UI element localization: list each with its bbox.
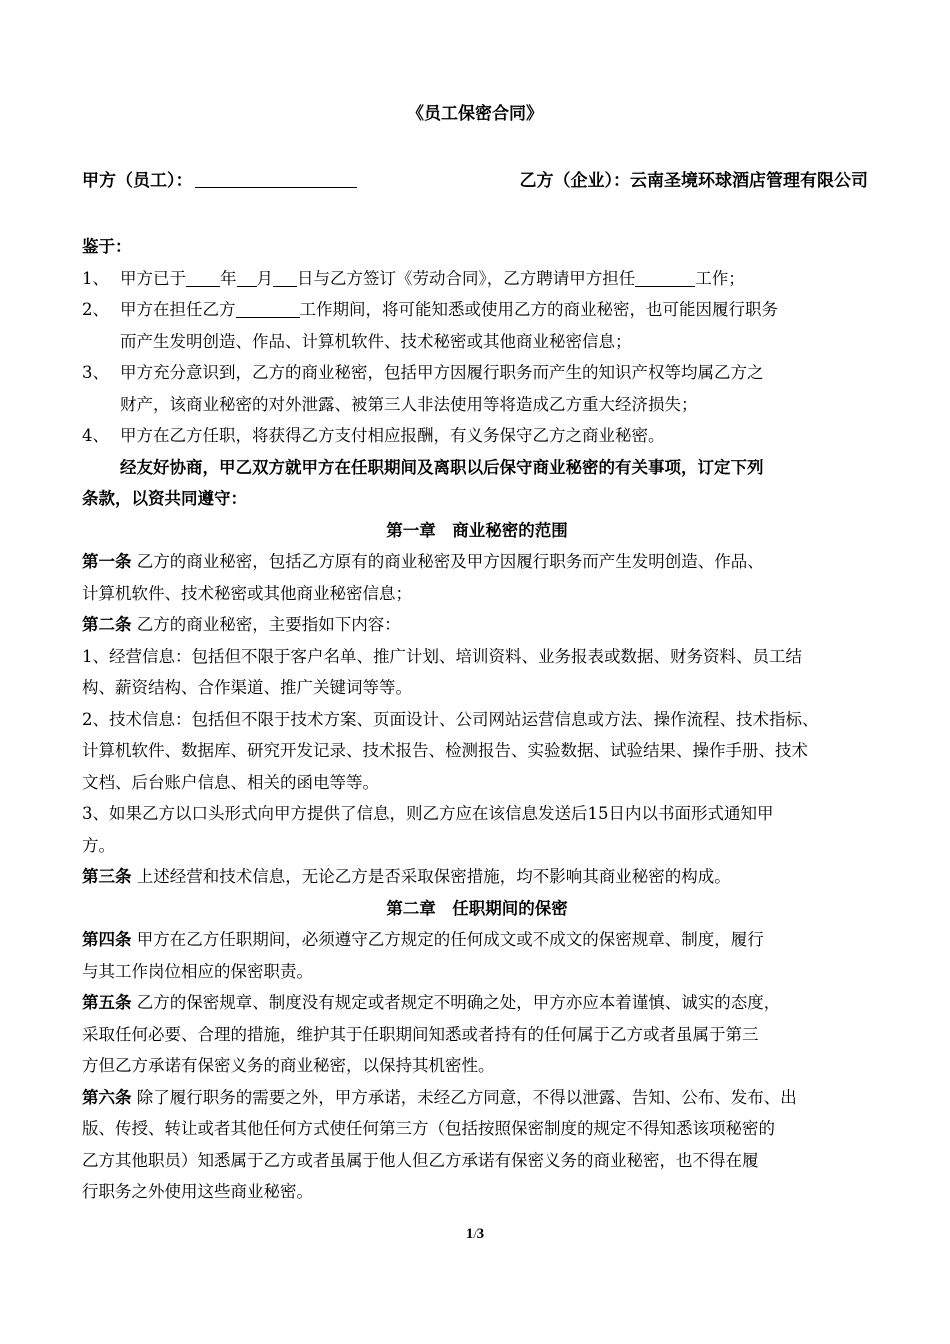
article-2-item-3: 3、如果乙方以口头形式向甲方提供了信息，则乙方应在该信息发送后15日内以书面形式通知甲 bbox=[82, 804, 774, 823]
whereas-item-2-cont: 而产生发明创造、作品、计算机软件、技术秘密或其他商业秘密信息； bbox=[120, 331, 632, 351]
contract-body bbox=[82, 231, 872, 1208]
article-label: 第五条 bbox=[82, 993, 132, 1012]
chapter-2-title: 第二章 任职期间的保密 bbox=[386, 898, 568, 918]
article-4-cont: 与其工作岗位相应的保密职责。 bbox=[82, 961, 313, 981]
current-page: 1 bbox=[465, 1226, 474, 1242]
agreement-intro-cont: 条款，以资共同遵守： bbox=[82, 489, 247, 508]
party-a-name-blank[interactable] bbox=[195, 169, 357, 188]
article-3: 第三条 上述经营和技术信息，无论乙方是否采取保密措施，均不影响其商业秘密的构成。 bbox=[82, 867, 731, 886]
department-blank[interactable] bbox=[236, 300, 300, 318]
article-2-item-1: 1、经营信息：包括但不限于客户名单、推广计划、培训资料、业务报表或数据、财务资料、员工结 bbox=[82, 646, 802, 666]
year-blank[interactable] bbox=[186, 269, 220, 287]
page-number bbox=[0, 1226, 950, 1243]
article-label: 第六条 bbox=[82, 1087, 132, 1107]
item-number: 1、 bbox=[82, 268, 109, 288]
article-2-item-3-cont: 方。 bbox=[82, 835, 115, 855]
article-5-cont: 采取任何必要、合理的措施，维护其于任职期间知悉或者持有的任何属于乙方或者虽属于第三 bbox=[82, 1024, 759, 1044]
article-4: 第四条 甲方在乙方任职期间，必须遵守乙方规定的任何成文或不成文的保密规章、制度，履行 bbox=[82, 930, 764, 949]
article-label: 第一条 bbox=[82, 552, 132, 571]
article-label: 第二条 bbox=[82, 615, 132, 634]
article-2: 第二条 乙方的商业秘密，主要指如下内容： bbox=[82, 615, 401, 634]
article-6-cont2: 乙方其他职员）知悉属于乙方或者虽属于他人但乙方承诺有保密义务的商业秘密，也不得在履 bbox=[82, 1150, 759, 1170]
parties-row bbox=[82, 168, 872, 194]
article-1-cont: 计算机软件、技术秘密或其他商业秘密信息； bbox=[82, 583, 412, 603]
chapter-1-title: 第一章 商业秘密的范围 bbox=[386, 520, 568, 540]
position-blank[interactable] bbox=[635, 269, 695, 287]
article-5: 第五条 乙方的保密规章、制度没有规定或者规定不明确之处，甲方亦应本着谨慎、诚实的态度， bbox=[82, 993, 781, 1012]
article-1: 第一条 乙方的商业秘密，包括乙方原有的商业秘密及甲方因履行职务而产生发明创造、作品、 bbox=[82, 552, 764, 571]
article-6: 第六条 除了履行职务的需要之外，甲方承诺，未经乙方同意，不得以泄露、告知、公布、发布、出 bbox=[82, 1087, 797, 1107]
whereas-item-3-cont: 财产，该商业秘密的对外泄露、被第三人非法使用等将造成乙方重大经济损失； bbox=[120, 394, 698, 414]
party-a-label: 甲方（员工）： bbox=[82, 171, 193, 191]
page-separator: / bbox=[473, 1227, 477, 1241]
article-label: 第四条 bbox=[82, 930, 132, 949]
whereas-heading: 鉴于： bbox=[82, 237, 132, 256]
article-2-item-2: 2、技术信息：包括但不限于技术方案、页面设计、公司网站运营信息或方法、操作流程、技术指标、 bbox=[82, 709, 819, 729]
day-blank[interactable] bbox=[273, 269, 297, 287]
document-title: 《员工保密合同》 bbox=[407, 104, 543, 124]
party-a bbox=[82, 168, 357, 194]
whereas-item-3: 3、 甲方充分意识到，乙方的商业秘密，包括甲方因履行职务而产生的知识产权等均属乙方之 bbox=[82, 357, 872, 389]
article-6-cont3: 行职务之外使用这些商业秘密。 bbox=[82, 1182, 313, 1201]
item-number: 2、 bbox=[82, 300, 109, 319]
item-number: 3、 bbox=[82, 363, 109, 382]
article-label: 第三条 bbox=[82, 867, 132, 886]
total-pages: 3 bbox=[476, 1226, 485, 1242]
whereas-item-4: 4、 甲方在乙方任职，将获得乙方支付相应报酬，有义务保守乙方之商业秘密。 bbox=[82, 420, 872, 452]
article-2-item-2-cont2: 文档、后台账户信息、相关的函电等等。 bbox=[82, 772, 379, 792]
party-b: 乙方（企业）：云南圣境环球酒店管理有限公司 bbox=[519, 171, 868, 191]
agreement-intro: 经友好协商，甲乙双方就甲方在任职期间及离职以后保守商业秘密的有关事项，订定下列 bbox=[120, 457, 764, 477]
month-blank[interactable] bbox=[237, 269, 257, 287]
article-5-cont2: 方但乙方承诺有保密义务的商业秘密，以保持其机密性。 bbox=[82, 1056, 495, 1075]
whereas-item-2: 2、 甲方在担任乙方 工作期间，将可能知悉或使用乙方的商业秘密，也可能因履行职务 bbox=[82, 294, 872, 326]
article-2-item-1-cont: 构、薪资结构、合作渠道、推广关键词等等。 bbox=[82, 678, 412, 697]
item-number: 4、 bbox=[82, 426, 109, 445]
article-2-item-2-cont: 计算机软件、数据库、研究开发记录、技术报告、检测报告、实验数据、试验结果、操作手册、技术 bbox=[82, 741, 808, 760]
whereas-item-1: 1、 甲方已于 年 月 日与乙方签订《劳动合同》，乙方聘请甲方担任 工作； bbox=[82, 263, 872, 295]
article-6-cont: 版、传授、转让或者其他任何方式使任何第三方（包括按照保密制度的规定不得知悉该项秘密的 bbox=[82, 1119, 775, 1138]
